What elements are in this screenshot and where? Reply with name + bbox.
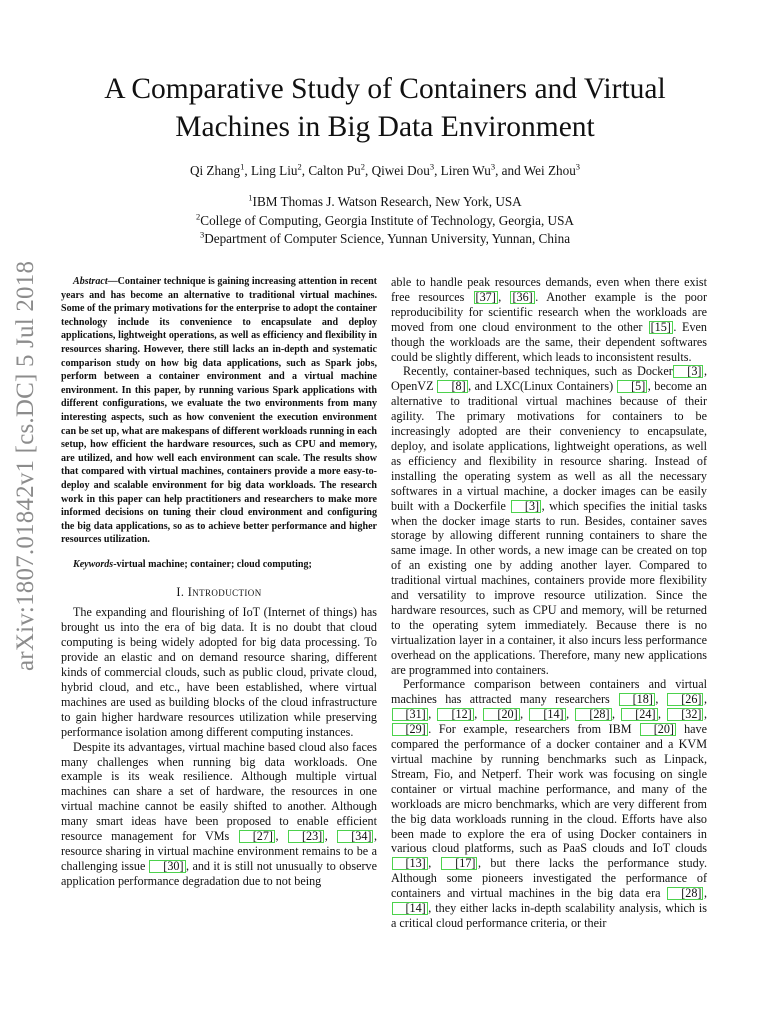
author-affiliation-mark: 1 <box>240 161 245 172</box>
citation-link[interactable]: [37] <box>475 289 496 304</box>
affiliation <box>60 230 710 249</box>
citation-link[interactable]: [30] <box>149 860 185 873</box>
abstract <box>61 275 377 547</box>
paragraph: Performance comparison between containers and virtual machines has attracted many researchers [18] , [26] , [31] , [12] , [20] , [14] , [28] , [24] , [32] , [29] . For example, researchers from IBM [20] have compared the performance of a docker container and a KVM virtual machine by running benchmarks such as Linpack, Stream, Fio, and Netperf. Their work was focusing on single container or virtual machine performance, and many of the workloads are micro benchmarks, which are very different from the big data workloads running in the cloud. Efforts have also been made to explore the era of using Docker containers in various cloud platforms, such as PaaS clouds and IoT clouds [13] , [17] , but there lacks the performance study. Although some pioneers investigated the performance of containers and virtual machines in the big data era [28] , [14] , they either lacks in-depth scalability analysis, which is a critical cloud performance criteria, or their <box>391 677 708 930</box>
author-name: Qiwei Dou <box>371 163 430 178</box>
paragraph: Despite its advantages, virtual machine based cloud also faces many challenges when running big data workloads. One example is its weak resilience. Although multiple virtual machines can share a set of hardware, the resources in one virtual machine cannot be easily shifted to another. Although many smart ideas have been proposed to enable efficient resource management for VMs [27] , [23] , [34] , resource sharing in virtual machine environment remains to be a challenging issue [30] , and it is still not unusually to observe application performance degradation due to not being <box>61 739 377 888</box>
author-affiliation-mark: 2 <box>360 161 365 172</box>
author-name: Qi Zhang <box>189 163 241 178</box>
author-name: and Wei Zhou <box>501 163 576 178</box>
affiliation <box>60 193 710 212</box>
affiliation-text: Department of Computer Science, Yunnan University, Yunnan, China <box>204 231 571 246</box>
keywords-text: -virtual machine; container; cloud computing; <box>113 558 312 570</box>
citation-link[interactable]: [26] <box>667 693 703 706</box>
paragraph: able to handle peak resources demands, even when there exist free resources [37] , [36] . Another example is the poor reproducibility for scientific research when the workloads are moved from one cloud environment to the other [15] . Even though the workloads are the same, their dependent softwares could be slightly different, which leads to inconsistent results. <box>391 275 707 364</box>
citation-link[interactable]: [8] <box>437 380 467 393</box>
citation-link[interactable]: [3] <box>511 500 541 513</box>
paper-title: A Comparative Study of Containers and Virtual Machines in Big Data Environment <box>104 73 666 143</box>
keywords-label: Keywords <box>73 558 114 570</box>
arxiv-side-label: arXiv:1807.01842v1 [cs.DC] 5 Jul 2018 <box>12 260 39 671</box>
citation-link[interactable]: [12] <box>437 708 473 721</box>
author-name: Ling Liu <box>250 163 298 178</box>
citation-link[interactable]: [17] <box>441 857 477 870</box>
citation-link[interactable]: [23] <box>288 830 324 843</box>
affiliation-text: IBM Thomas J. Watson Research, New York, USA <box>252 194 522 209</box>
citation-link[interactable]: [36] <box>512 289 533 304</box>
citation-link[interactable]: [27] <box>239 830 275 843</box>
author-affiliation-mark: 3 <box>490 161 496 172</box>
citation-link[interactable]: [28] <box>667 887 703 900</box>
citation-link[interactable]: [3] <box>673 365 703 378</box>
author-affiliation-mark: 3 <box>429 161 435 172</box>
affiliation-list <box>60 193 710 249</box>
left-column <box>61 275 377 889</box>
affiliation-number: 3 <box>199 229 205 240</box>
author-name: Liren Wu <box>440 163 491 178</box>
citation-link[interactable]: [5] <box>617 380 647 393</box>
author-affiliation-mark: 3 <box>575 161 581 172</box>
abstract-label: Abstract <box>73 276 108 287</box>
paragraph: Recently, container-based techniques, such as Docker [3] , OpenVZ [8] , and LXC(Linux Containers) [5] , become an alternative to traditional virtual machines because of their agility. The primary motivations for containers to be increasingly adopted are their conveniency to encapsulate, deploy, and isolate applications, lightweight operations, as well as efficiency and flexibility in resource sharing. Instead of installing the operating system as well as all the necessary softwares in a virtual machine, a docker images can be easily built with a Dockerfile [3] , which specifies the initial tasks when the docker image starts to run. Besides, container saves storage by allowing different running containers to share the same image. In other words, a new image can be created on top of an existing one by adding another layer. Compared to traditional virtual machines, containers provide more flexibility and versatility to improve resource utilization. Since the hardware resources, such as CPU and memory, will be returned to the operating sytem immediately. Because there is no virtualization layer in a container, it also incurs less performance overhead on the applications. Therefore, many new applications are programmed into containers. <box>391 364 708 677</box>
affiliation <box>60 212 710 231</box>
citation-link[interactable]: [31] <box>392 708 428 721</box>
citation-link[interactable]: [28] <box>575 708 611 721</box>
citation-link[interactable]: [32] <box>667 708 703 721</box>
affiliation-text: College of Computing, Georgia Institute of Technology, Georgia, USA <box>200 212 574 228</box>
citation-link[interactable]: [29] <box>392 723 428 736</box>
author-list: Qi Zhang$^1$, Ling Liu$^2$, Calton Pu$^2$, Qiwei Dou$^3$, Liren Wu$^3$, and Wei Zhou$^3$ <box>189 161 581 178</box>
citation-link[interactable]: [15] <box>650 319 671 334</box>
citation-link[interactable]: [34] <box>337 830 373 843</box>
section-heading-introduction: I. Introduction <box>176 585 262 600</box>
citation-link[interactable]: [13] <box>392 857 428 870</box>
author-name: Calton Pu <box>308 163 361 178</box>
citation-link[interactable]: [18] <box>619 693 655 706</box>
citation-link[interactable]: [20] <box>640 723 676 736</box>
keywords <box>61 558 377 572</box>
citation-link[interactable]: [14] <box>529 708 565 721</box>
author-affiliation-mark: 2 <box>297 161 302 172</box>
citation-link[interactable]: [20] <box>483 708 519 721</box>
affiliation-number: 1 <box>248 192 253 203</box>
introduction-body-left <box>61 605 377 888</box>
affiliation-number: 2 <box>196 211 201 222</box>
paragraph: The expanding and flourishing of IoT (Internet of things) has brought us into the era of big data. It is no doubt that cloud computing is being widely adopted for big data processing. To provide an elastic and on demand resource sharing, different kinds of commercial clouds, such as public cloud, private cloud, hybrid cloud, and etc., have been established, where virtual machines are used as building blocks of the cloud infrastructure to gain higher hardware resources utilization while preserving performance isolation among different computing instances. <box>61 605 377 739</box>
introduction-body-right <box>391 275 707 931</box>
citation-link[interactable]: [24] <box>621 708 657 721</box>
right-column <box>391 275 707 931</box>
abstract-text: —Container technique is gaining increasing attention in recent years and has become an alternative to traditional virtual machines. Some of the primary motivations for the enterprise to adopt the container technology include its convenience to encapsulate and deploy applications, lightweight operations, as well as efficiency and flexibility in resources sharing. However, there still lacks an in-depth and systematic comparison study on how big data applications, such as Spark jobs, perform between a container environment and a virtual machine environment. In this paper, by running various Spark applications with different configurations, we evaluate the two environments from many interesting aspects, such as how convenient the execution environment can be set up, what are makespans of different workloads running in each setup, how efficient the hardware resources, such as CPU and memory, are utilized, and how well each environment can scale. The results show that compared with virtual machines, containers provide a more easy-to-deploy and scalable environment for big data workloads. The research work in this paper can help practitioners and researchers to make more informed decisions on tuning their cloud environment and configuring the big data applications, so as to achieve better performance and higher resources utilization. <box>61 276 377 546</box>
citation-link[interactable]: [14] <box>392 902 428 915</box>
